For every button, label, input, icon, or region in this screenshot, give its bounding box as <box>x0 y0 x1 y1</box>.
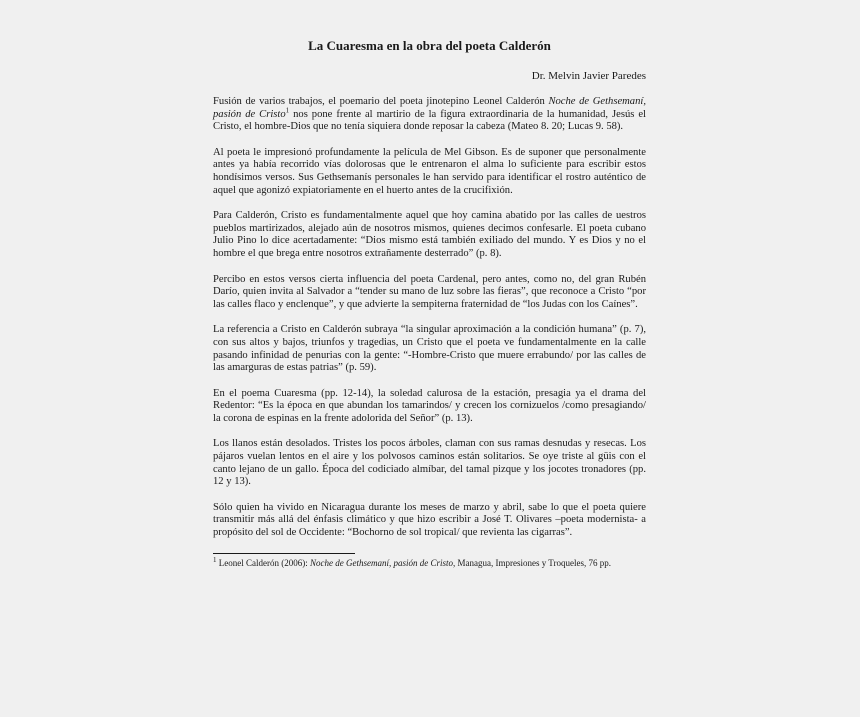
footnote-separator <box>213 553 355 554</box>
paragraph-7: Los llanos están desolados. Tristes los pocos árboles, claman con sus ramas desnudas y resecas. Los pájaros vuelan lentos en el aire y los polvosos caminos están solitarios. Se oye triste al güis con el canto lejano de un gallo. Época del codiciado almíbar, del tamal pizque y los jocotes tronadores (pp. 12 y 13). <box>213 438 646 488</box>
document-body <box>213 38 646 569</box>
paragraph-3: Para Calderón, Cristo es fundamentalmente aquel que hoy camina abatido por las calles de uestros pueblos martirizados, alejado aún de nosotros mismos, quienes decimos confesarle. El poeta cubano Julio Pino lo dice acertadamente: “Dios mismo está también exiliado del mundo. Y es Dios y no el hombre el que brega entre nosotros extrañamente desterrado” (p. 8). <box>213 210 646 259</box>
paragraph-1-text-a: Fusión de varios trabajos, el poemario del poeta jinotepino Leonel Calderón <box>213 96 549 107</box>
footnote <box>213 555 646 569</box>
document-title: La Cuaresma en la obra del poeta Calderón <box>308 38 551 53</box>
paragraph-5: La referencia a Cristo en Calderón subraya “la singular aproximación a la condición humana” (p. 7), con sus altos y bajos, triunfos y tragedias, un Cristo que el poeta ve fundamentalmente en la calle pasando infinidad de penurias con la gente: “-Hombre-Cristo que muere errabundo/ por las calles de las amarguras de estas patrias” (p. 59). <box>213 324 646 374</box>
paragraph-1-text-b: nos pone frente al martirio de la figura extraordinaria de la humanidad, Jesús el Cristo, el hombre-Dios que no tenía siquiera donde reposar la cabeza (Mateo 8. 20; Lucas 9. 58). <box>213 108 646 133</box>
paragraph-1 <box>213 96 646 134</box>
book-title-italic: Noche de Gethsemaní, pasión de Cristo <box>213 96 646 120</box>
footnote-text-b: , Managua, Impresiones y Troqueles, 76 pp. <box>452 557 611 568</box>
paragraph-4: Percibo en estos versos cierta influencia del poeta Cardenal, pero antes, como no, del gran Rubén Darío, quien invita al Salvador a “tender su mano de luz sobre las fieras”, que reconoce a Cristo “por las calles flaco y enclenque”, y que advierte la sempiterna fraternidad de “los Judas con los Caínes”. <box>213 273 646 310</box>
document-author: Dr. Melvin Javier Paredes <box>531 70 646 82</box>
paragraph-8: Sólo quien ha vivido en Nicaragua durante los meses de marzo y abril, sabe lo que el poeta quiere transmitir más allá del énfasis climático y que hizo escribir a José T. Olivares –poeta modernista- a propósito del sol de Occidente: “Bochorno de sol tropical/ que revienta las cigarras”. <box>213 501 646 539</box>
footnote-ref: 1 <box>285 106 290 115</box>
paragraph-6: En el poema Cuaresma (pp. 12-14), la soledad calurosa de la estación, presagia ya el drama del Redentor: “Es la época en que abundan los tamarindos/ y crecen los cornizuelos /como presagiando/ la corona de espinas en la frente adolorida del Señor” (p. 13). <box>213 387 646 424</box>
paragraph-2: Al poeta le impresionó profundamente la película de Mel Gibson. Es de suponer que personalmente antes ya había recorrido vías dolorosas que le entrenaron el alma lo suficiente para escribir estos hondísimos versos. Sus Gethsemanís personales le han servido para identificar el rostro auténtico de aquel que agonizó expiatoriamente en el huerto antes de la crucifixión. <box>213 146 646 196</box>
footnote-book-title: Noche de Gethsemaní, pasión de Cristo <box>309 557 453 568</box>
footnote-text-a: Leonel Calderón (2006): <box>216 557 310 568</box>
footnote-number: 1 <box>213 555 217 564</box>
